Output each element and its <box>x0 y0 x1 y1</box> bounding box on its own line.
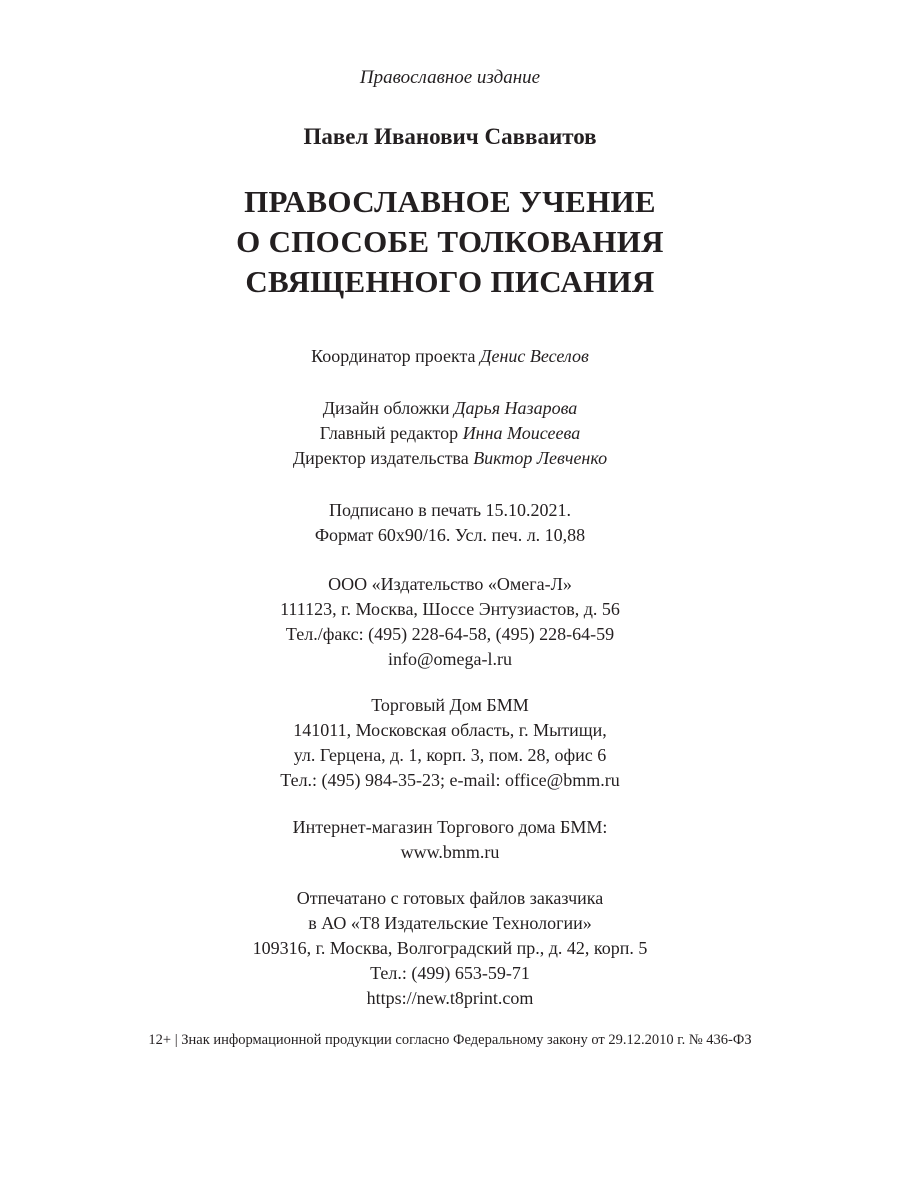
credit-line <box>0 396 900 421</box>
age-rating-notice: 12+ | Знак информационной продукции согласно Федеральному закону от 29.12.2010 г. № 436-ФЗ <box>148 1032 752 1048</box>
credit-line <box>0 421 900 446</box>
coordinator-credit <box>0 344 900 369</box>
book-title <box>0 182 900 302</box>
title-line: ПРАВОСЛАВНОЕ УЧЕНИЕ <box>244 184 656 219</box>
printer-line: 109316, г. Москва, Волгоградский пр., д. 42, корп. 5 <box>252 938 648 958</box>
title-line: СВЯЩЕННОГО ПИСАНИЯ <box>245 264 655 299</box>
credit-name: Денис Веселов <box>480 346 589 366</box>
printer-info <box>0 886 900 1011</box>
publisher-line: 111123, г. Москва, Шоссе Энтузиастов, д. 56 <box>280 599 620 619</box>
trade-house-line: 141011, Московская область, г. Мытищи, <box>293 720 607 740</box>
trade-house-info <box>0 693 900 793</box>
credit-role: Координатор проекта <box>311 346 476 366</box>
series-label: Православное издание <box>359 67 541 88</box>
credit-line <box>0 446 900 471</box>
print-info-line: Формат 60x90/16. Усл. печ. л. 10,88 <box>314 525 586 545</box>
publisher-line: Тел./факс: (495) 228-64-58, (495) 228-64-59 <box>285 624 615 644</box>
printer-line: Тел.: (499) 653-59-71 <box>370 963 530 983</box>
publisher-email: info@omega-l.ru <box>387 649 513 669</box>
credit-role: Главный редактор <box>319 423 459 443</box>
trade-house-line: ул. Герцена, д. 1, корп. 3, пом. 28, офис 6 <box>293 745 607 765</box>
credit-name: Дарья Назарова <box>454 398 578 418</box>
online-shop-info <box>0 815 900 865</box>
trade-house-line: Торговый Дом БММ <box>371 695 529 715</box>
printer-line: Отпечатано с готовых файлов заказчика <box>296 888 604 908</box>
credit-role: Директор издательства <box>292 448 469 468</box>
print-info <box>0 498 900 548</box>
title-line: О СПОСОБЕ ТОЛКОВАНИЯ <box>236 224 664 259</box>
credit-line <box>0 344 900 369</box>
printer-url: https://new.t8print.com <box>366 988 534 1008</box>
printer-line: в АО «Т8 Издательские Технологии» <box>308 913 592 933</box>
publisher-line: ООО «Издательство «Омега-Л» <box>328 574 572 594</box>
credit-name: Виктор Левченко <box>473 448 608 468</box>
staff-credits <box>0 396 900 471</box>
credit-name: Инна Моисеева <box>462 423 581 443</box>
online-shop-url: www.bmm.ru <box>400 842 500 862</box>
online-shop-line: Интернет-магазин Торгового дома БММ: <box>292 817 608 837</box>
print-info-line: Подписано в печать 15.10.2021. <box>328 500 572 520</box>
publisher-info <box>0 572 900 672</box>
trade-house-line: Тел.: (495) 984-35-23; e-mail: office@bmm.ru <box>280 770 620 790</box>
credit-role: Дизайн обложки <box>322 398 450 418</box>
author-name: Павел Иванович Савваитов <box>303 124 597 149</box>
